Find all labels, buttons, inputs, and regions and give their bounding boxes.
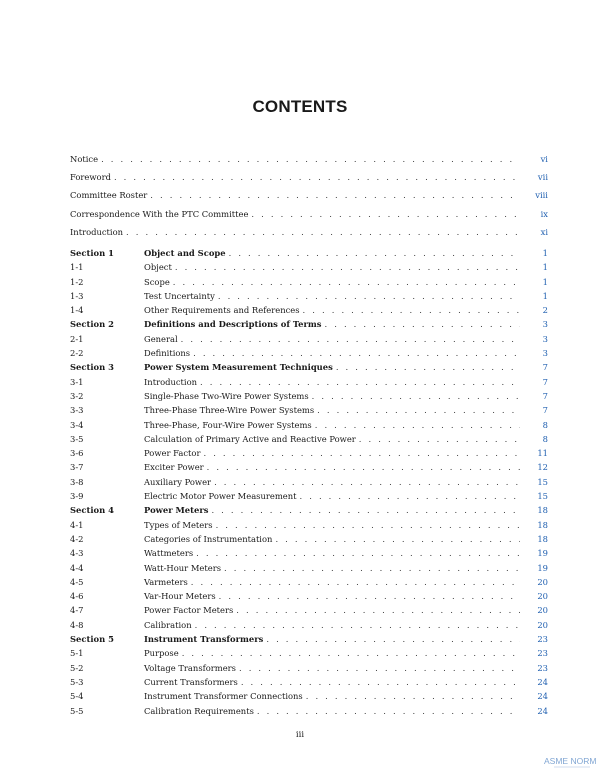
toc-entry-number: 4-8 xyxy=(70,619,84,630)
toc-row[interactable] xyxy=(70,389,548,403)
toc-section-row[interactable] xyxy=(70,360,548,374)
toc-row[interactable] xyxy=(70,303,548,317)
toc-page-link[interactable]: viii xyxy=(535,190,548,201)
toc-entry-title: Calibration xyxy=(144,619,192,630)
toc-section-row[interactable] xyxy=(70,632,548,646)
toc-entry-number: 3-2 xyxy=(70,390,84,401)
dot-leader xyxy=(317,403,520,417)
toc-page-link[interactable]: xi xyxy=(540,226,548,237)
dot-leader xyxy=(216,518,520,532)
toc-row[interactable] xyxy=(70,205,548,223)
dot-leader xyxy=(203,446,520,460)
watermark-logo xyxy=(540,751,600,773)
dot-leader xyxy=(219,589,520,603)
toc-entry-title: Power Factor Meters xyxy=(144,605,234,616)
toc-entry-title: General xyxy=(144,333,178,344)
toc-row[interactable] xyxy=(70,518,548,532)
toc-entry-title: Voltage Transformers xyxy=(144,662,236,673)
toc-row[interactable] xyxy=(70,661,548,675)
dot-leader xyxy=(303,303,520,317)
dot-leader xyxy=(251,205,520,223)
toc-entry-number: 1-1 xyxy=(70,262,84,273)
dot-leader xyxy=(175,260,520,274)
toc-entry-number: 5-5 xyxy=(70,705,84,716)
toc-section-row[interactable] xyxy=(70,317,548,331)
dot-leader xyxy=(300,489,521,503)
toc-page-link[interactable]: 1 xyxy=(542,248,548,258)
toc-row[interactable] xyxy=(70,346,548,360)
toc-entry-number: 2-1 xyxy=(70,333,84,344)
toc-entry-number: 3-8 xyxy=(70,476,84,487)
dot-leader xyxy=(200,375,520,389)
dot-leader xyxy=(173,275,520,289)
dot-leader xyxy=(211,503,520,517)
toc-entry-number: 4-4 xyxy=(70,562,84,573)
toc-row[interactable] xyxy=(70,168,548,186)
dot-leader xyxy=(191,575,520,589)
toc-entry-number: 4-7 xyxy=(70,605,84,616)
toc-entry-title: Types of Meters xyxy=(144,519,213,530)
toc-entry-title: Power Meters xyxy=(144,505,209,516)
toc-page-link[interactable]: 8 xyxy=(542,419,548,430)
toc-row[interactable] xyxy=(70,575,548,589)
toc-row[interactable] xyxy=(70,646,548,660)
toc-page-link[interactable]: 20 xyxy=(537,619,548,630)
toc-entry-title: Three-Phase, Four-Wire Power Systems xyxy=(144,419,312,430)
toc-row[interactable] xyxy=(70,589,548,603)
toc-page-link[interactable]: 15 xyxy=(537,476,548,487)
toc-page-link[interactable]: 23 xyxy=(537,662,548,673)
toc-page-link[interactable]: 20 xyxy=(537,605,548,616)
toc-row[interactable] xyxy=(70,460,548,474)
toc-entry-number: 2-2 xyxy=(70,348,84,359)
toc-entry-number: 3-4 xyxy=(70,419,84,430)
toc-entry-title: Three-Phase Three-Wire Power Systems xyxy=(144,405,315,416)
watermark-text: ASME NORM xyxy=(544,756,597,766)
toc-entry-title: Wattmeters xyxy=(144,548,194,559)
page-number: iii xyxy=(295,730,305,740)
dot-leader xyxy=(306,689,520,703)
toc-entry-title: Single-Phase Two-Wire Power Systems xyxy=(144,390,309,401)
toc-row[interactable] xyxy=(70,186,548,204)
dot-leader xyxy=(266,632,520,646)
toc-row[interactable] xyxy=(70,689,548,703)
dot-leader xyxy=(315,418,520,432)
toc-entry-number: Section 2 xyxy=(70,319,114,330)
toc-page-link[interactable]: 23 xyxy=(537,648,548,659)
dot-leader xyxy=(336,360,520,374)
dot-leader xyxy=(114,168,520,186)
toc-page-link[interactable]: 7 xyxy=(542,405,548,416)
toc-entry-title: Current Transformers xyxy=(144,676,238,687)
toc-entry-number: 4-3 xyxy=(70,548,84,559)
dot-leader xyxy=(181,332,520,346)
toc-entry-number: Section 3 xyxy=(70,362,114,373)
toc-entry-number: 5-1 xyxy=(70,648,84,659)
toc-entry-title: Watt-Hour Meters xyxy=(144,562,221,573)
toc-page-link[interactable]: 11 xyxy=(537,448,548,459)
toc-page-link[interactable]: 7 xyxy=(542,390,548,401)
dot-leader xyxy=(312,389,520,403)
toc-entry-title: Notice xyxy=(70,154,99,164)
toc-entry-title: Definitions xyxy=(144,348,191,359)
toc-entry-title: Instrument Transformers xyxy=(144,634,264,645)
toc-row[interactable] xyxy=(70,561,548,575)
toc-page-link[interactable]: 3 xyxy=(542,348,548,359)
toc-row[interactable] xyxy=(70,432,548,446)
toc-entry-title: Electric Motor Power Measurement xyxy=(144,491,297,502)
toc-section-row[interactable] xyxy=(70,246,548,260)
toc-page-link[interactable]: 19 xyxy=(537,548,548,559)
toc-entry-title: Other Requirements and References xyxy=(144,305,300,316)
dot-leader xyxy=(195,618,520,632)
dot-leader xyxy=(257,704,520,718)
toc-entry-number: 4-1 xyxy=(70,519,84,530)
toc-entry-number: 1-4 xyxy=(70,305,84,316)
dot-leader xyxy=(182,646,520,660)
toc-entry-number: Section 1 xyxy=(70,248,114,258)
toc-entry-number: 3-3 xyxy=(70,405,84,416)
toc-entry-number: 5-3 xyxy=(70,676,84,687)
toc-entry-title: Categories of Instrumentation xyxy=(144,533,273,544)
dot-leader xyxy=(239,661,520,675)
toc-section-row[interactable] xyxy=(70,503,548,517)
toc-entry-number: Section 5 xyxy=(70,634,114,645)
dot-leader xyxy=(126,223,520,241)
toc-entry-title: Introduction xyxy=(144,376,198,387)
toc-entry-number: 3-5 xyxy=(70,433,84,444)
toc-page-link[interactable]: 24 xyxy=(537,676,548,687)
toc-entry-title: Power System Measurement Techniques xyxy=(144,362,333,373)
toc-entry-number: 3-1 xyxy=(70,376,84,387)
toc-row[interactable] xyxy=(70,375,548,389)
toc-row[interactable] xyxy=(70,532,548,546)
front-matter-list xyxy=(70,150,548,241)
toc-page-link[interactable]: 3 xyxy=(542,319,548,330)
toc-row[interactable] xyxy=(70,675,548,689)
toc-page-link[interactable]: 2 xyxy=(542,305,548,316)
toc-page-link[interactable]: 23 xyxy=(537,634,548,645)
toc-page-link[interactable]: 12 xyxy=(537,462,548,473)
toc-entry-title: Definitions and Descriptions of Terms xyxy=(144,319,322,330)
toc-entry-number: 3-9 xyxy=(70,491,84,502)
dot-leader xyxy=(325,317,521,331)
toc-row[interactable] xyxy=(70,489,548,503)
toc-entry-number: 4-2 xyxy=(70,533,84,544)
toc-row[interactable] xyxy=(70,260,548,274)
toc-entry-title: Correspondence With the PTC Committee xyxy=(70,208,249,219)
dot-leader xyxy=(229,246,520,260)
toc-page-link[interactable]: 1 xyxy=(542,290,548,301)
toc-page-link[interactable]: 7 xyxy=(542,362,548,373)
toc-entry-title: Auxiliary Power xyxy=(144,476,212,487)
dot-leader xyxy=(196,546,520,560)
toc-entry-title: Calculation of Primary Active and Reactive Power xyxy=(144,433,356,444)
toc-row[interactable] xyxy=(70,618,548,632)
dot-leader xyxy=(359,432,520,446)
toc-row[interactable] xyxy=(70,332,548,346)
dot-leader xyxy=(224,561,520,575)
page-title: CONTENTS xyxy=(252,97,348,116)
toc-page-link[interactable]: 24 xyxy=(537,705,548,716)
dot-leader xyxy=(193,346,520,360)
toc-row[interactable] xyxy=(70,603,548,617)
toc-entries-list xyxy=(70,246,548,718)
toc-entry-title: Object and Scope xyxy=(144,248,226,258)
toc-entry-title: Purpose xyxy=(144,648,179,659)
toc-page-link[interactable]: vi xyxy=(540,154,548,164)
toc-page-link[interactable]: vii xyxy=(537,172,548,183)
dot-leader xyxy=(207,460,520,474)
toc-page-link[interactable]: 18 xyxy=(537,533,548,544)
toc-entry-title: Object xyxy=(144,262,172,273)
toc-entry-number: 5-2 xyxy=(70,662,84,673)
toc-entry-title: Committee Roster xyxy=(70,190,148,201)
dot-leader xyxy=(150,186,520,204)
dot-leader xyxy=(214,475,520,489)
toc-entry-title: Varmeters xyxy=(144,576,188,587)
toc-entry-number: 4-6 xyxy=(70,591,84,602)
toc-page-link[interactable]: ix xyxy=(540,208,548,219)
toc-page-link[interactable]: 1 xyxy=(542,276,548,287)
toc-entry-number: 1-3 xyxy=(70,290,84,301)
toc-page-link[interactable]: 8 xyxy=(542,433,548,444)
toc-entry-title: Instrument Transformer Connections xyxy=(144,691,303,702)
toc-row[interactable] xyxy=(70,418,548,432)
toc-page-link[interactable]: 20 xyxy=(537,591,548,602)
toc-entry-number: 5-4 xyxy=(70,691,84,702)
toc-entry-title: Var-Hour Meters xyxy=(144,591,216,602)
toc-page-link[interactable]: 18 xyxy=(537,505,548,516)
toc-entry-title: Test Uncertainty xyxy=(144,290,215,301)
toc-entry-title: Scope xyxy=(144,276,170,287)
toc-row[interactable] xyxy=(70,223,548,241)
toc-entry-number: 3-7 xyxy=(70,462,84,473)
toc-page-link[interactable]: 18 xyxy=(537,519,548,530)
dot-leader xyxy=(275,532,520,546)
toc-page-link[interactable]: 24 xyxy=(537,691,548,702)
toc-entry-title: Power Factor xyxy=(144,448,201,459)
dot-leader xyxy=(236,603,520,617)
toc-entry-number: 3-6 xyxy=(70,448,84,459)
toc-row[interactable] xyxy=(70,704,548,718)
toc-row[interactable] xyxy=(70,446,548,460)
dot-leader xyxy=(241,675,520,689)
toc-entry-title: Calibration Requirements xyxy=(144,705,254,716)
toc-row[interactable] xyxy=(70,475,548,489)
toc-page-link[interactable]: 1 xyxy=(542,262,548,273)
toc-row[interactable] xyxy=(70,150,548,168)
toc-page-link[interactable]: 20 xyxy=(537,576,548,587)
toc-row[interactable] xyxy=(70,289,548,303)
toc-row[interactable] xyxy=(70,275,548,289)
toc-page-link[interactable]: 7 xyxy=(542,376,548,387)
dot-leader xyxy=(218,289,520,303)
toc-entry-title: Exciter Power xyxy=(144,462,204,473)
toc-entry-number: 1-2 xyxy=(70,276,84,287)
toc-row[interactable] xyxy=(70,546,548,560)
toc-row[interactable] xyxy=(70,403,548,417)
toc-entry-title: Introduction xyxy=(70,226,124,237)
toc-page-link[interactable]: 3 xyxy=(542,333,548,344)
dot-leader xyxy=(101,150,520,168)
toc-entry-number: 4-5 xyxy=(70,576,84,587)
toc-page-link[interactable]: 15 xyxy=(537,491,548,502)
toc-entry-number: Section 4 xyxy=(70,505,114,516)
toc-page-link[interactable]: 19 xyxy=(537,562,548,573)
toc-entry-title: Foreword xyxy=(70,172,111,183)
